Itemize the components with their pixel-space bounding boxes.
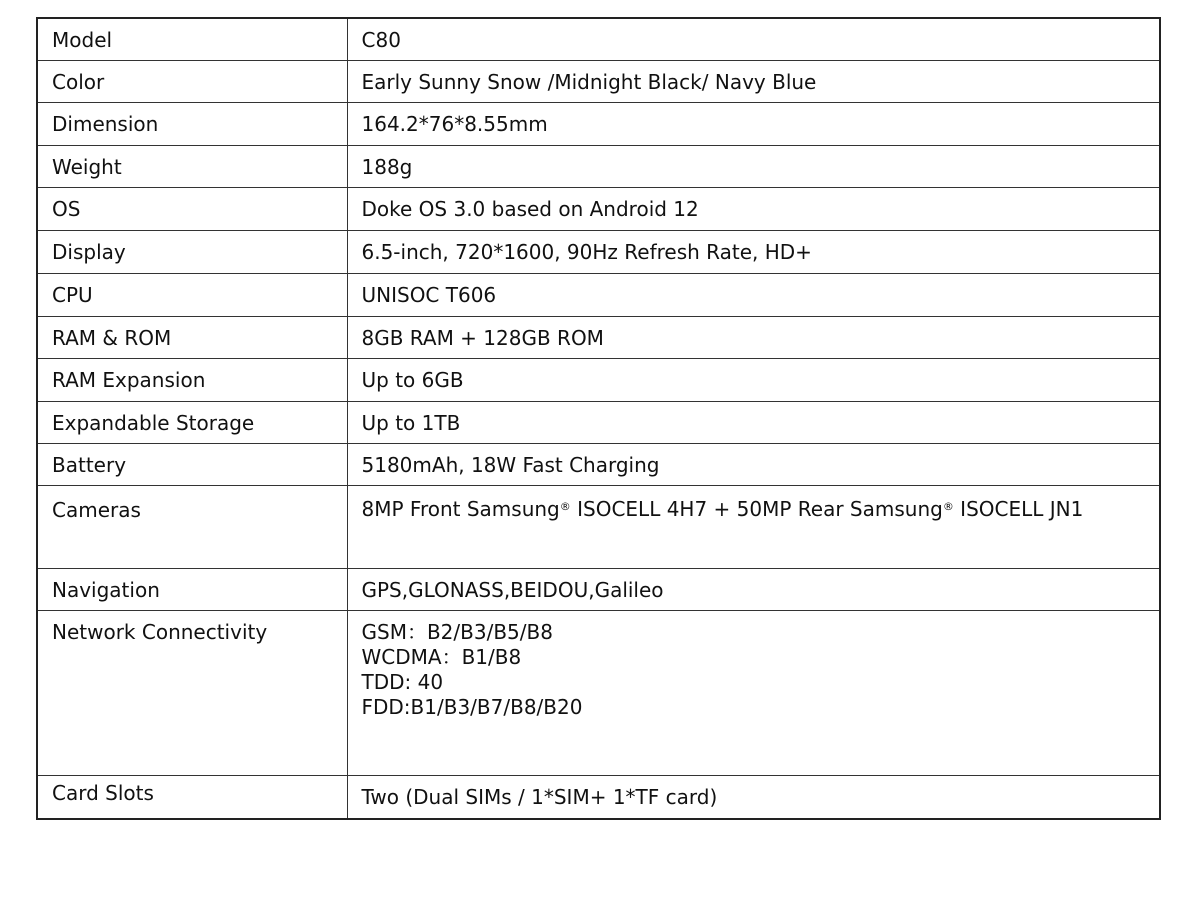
row-label: Display [37,230,347,273]
row-value: 6.5-inch, 720*1600, 90Hz Refresh Rate, HD+ [347,230,1160,273]
table-row-card-slots [37,775,1160,819]
row-label: Network Connectivity [37,610,347,775]
table-row-battery [37,443,1160,485]
camera-front-text: 8MP Front Samsung [361,496,560,521]
table-row-ram-expansion [37,358,1160,401]
row-value: 5180mAh, 18W Fast Charging [347,443,1160,485]
row-value: GPS,GLONASS,BEIDOU,Galileo [347,568,1160,610]
row-value: Up to 6GB [347,358,1160,401]
row-value: C80 [347,18,1160,60]
row-label: Color [37,60,347,102]
row-value: UNISOC T606 [347,273,1160,316]
row-value [347,485,1160,568]
camera-front-sensor-text: ISOCELL 4H7 + 50MP Rear Samsung [570,496,943,521]
row-value: 164.2*76*8.55mm [347,102,1160,145]
network-band-line: FDD:B1/B3/B7/B8/B20 [361,694,583,719]
table-row-network [37,610,1160,775]
row-label: OS [37,187,347,230]
row-label: Weight [37,145,347,187]
row-label: Model [37,18,347,60]
row-value: 8GB RAM + 128GB ROM [347,316,1160,358]
table-row-cameras [37,485,1160,568]
table-row-weight [37,145,1160,187]
row-label: Card Slots [37,775,347,819]
registered-mark: ® [942,499,954,513]
row-value: 188g [347,145,1160,187]
network-band-line: WCDMA：B1/B8 [361,644,522,669]
table-row-cpu [37,273,1160,316]
table-row-expandable-storage [37,401,1160,443]
table-row-navigation [37,568,1160,610]
row-value: Up to 1TB [347,401,1160,443]
row-label: Cameras [37,485,347,568]
table-row-display [37,230,1160,273]
table-row-color [37,60,1160,102]
row-value [347,610,1160,775]
table-row-os [37,187,1160,230]
row-value: Doke OS 3.0 based on Android 12 [347,187,1160,230]
row-value: Early Sunny Snow /Midnight Black/ Navy Blue [347,60,1160,102]
row-label: Expandable Storage [37,401,347,443]
network-band-line: TDD: 40 [361,669,444,694]
row-label: Dimension [37,102,347,145]
network-band-line: GSM：B2/B3/B5/B8 [361,619,553,644]
table-row-ram-rom [37,316,1160,358]
table-row-model [37,18,1160,60]
row-value: Two (Dual SIMs / 1*SIM+ 1*TF card) [347,775,1160,819]
camera-rear-sensor-text: ISOCELL JN1 [953,496,1084,521]
row-label: CPU [37,273,347,316]
row-label: Navigation [37,568,347,610]
table-row-dimension [37,102,1160,145]
registered-mark: ® [559,499,571,513]
spec-table [36,17,1161,820]
row-label: Battery [37,443,347,485]
row-label: RAM & ROM [37,316,347,358]
row-label: RAM Expansion [37,358,347,401]
